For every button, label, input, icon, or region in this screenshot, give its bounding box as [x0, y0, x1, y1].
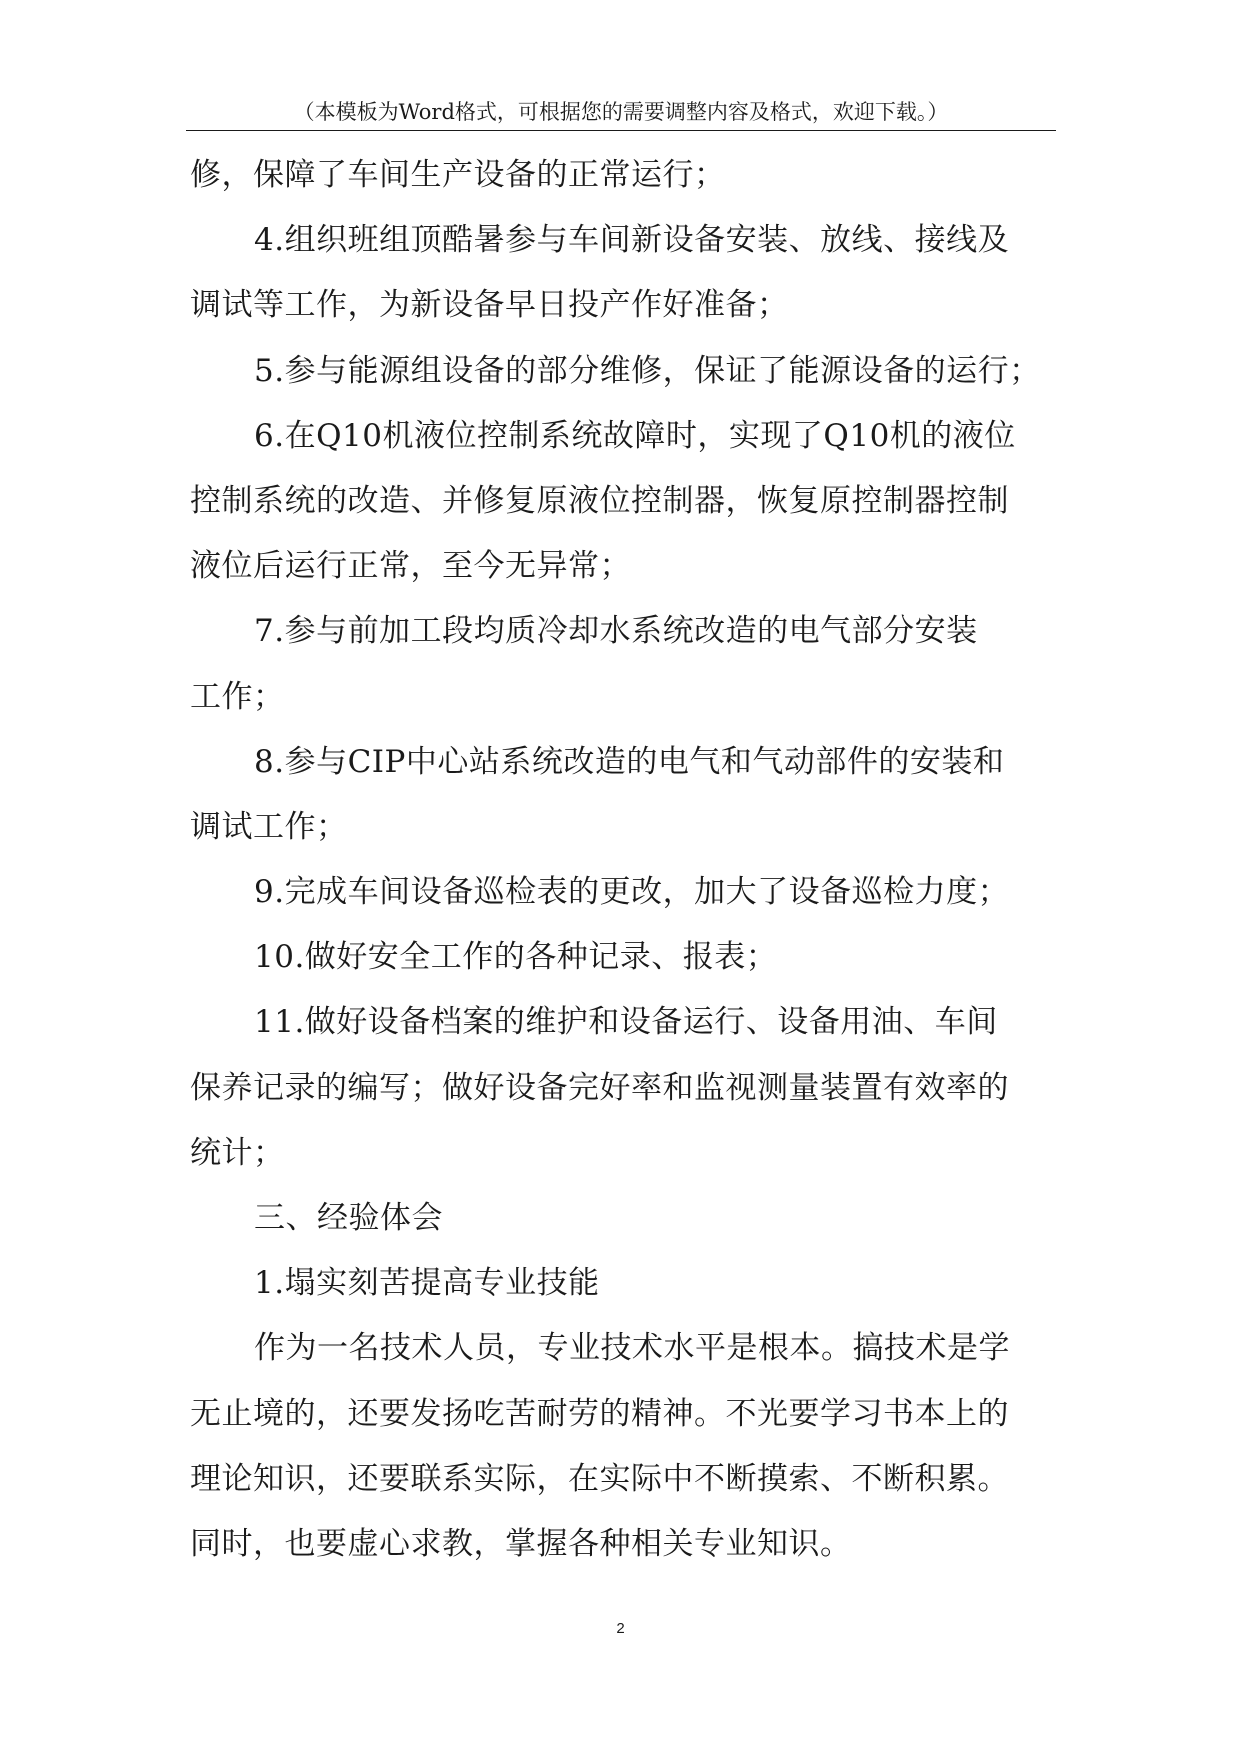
paragraph-start: 作为一名技术人员，专业技术水平是根本。搞技术是学: [254, 1330, 1010, 1367]
list-item-5: 5.参与能源组设备的部分维修，保证了能源设备的运行；: [254, 352, 1041, 389]
text-line: 理论知识，还要联系实际，在实际中不断摸索、不断积累。: [190, 1460, 1009, 1497]
list-item-6: 6.在Q10机液位控制系统故障时，实现了Q10机的液位: [254, 417, 1016, 454]
text-line: 同时，也要虚心求教，掌握各种相关专业知识。: [190, 1525, 852, 1562]
page-number: 2: [616, 1620, 625, 1637]
text-line: 调试工作；: [190, 808, 348, 845]
template-note: （本模板为Word格式，可根据您的需要调整内容及格式，欢迎下载。）: [293, 100, 949, 124]
section-heading: 三、经验体会: [254, 1200, 443, 1236]
list-item-7: 7.参与前加工段均质冷却水系统改造的电气部分安装: [254, 613, 978, 650]
list-item-10: 10.做好安全工作的各种记录、报表；: [254, 939, 778, 976]
text-line: 控制系统的改造、并修复原液位控制器，恢复原控制器控制: [190, 482, 1009, 519]
subsection-heading: 1.塌实刻苦提高专业技能: [254, 1265, 600, 1302]
text-line: 修，保障了车间生产设备的正常运行；: [190, 157, 726, 193]
list-item-9: 9.完成车间设备巡检表的更改，加大了设备巡检力度；: [254, 874, 1010, 911]
body-text: [190, 143, 1070, 1577]
text-line: 无止境的，还要发扬吃苦耐劳的精神。不光要学习书本上的: [190, 1395, 1009, 1432]
text-line: 统计；: [190, 1134, 285, 1171]
text-line: 调试等工作，为新设备早日投产作好准备；: [190, 287, 789, 324]
list-item-4: 4.组织班组顶酷暑参与车间新设备安装、放线、接线及: [254, 222, 1010, 259]
text-line: 液位后运行正常，至今无异常；: [190, 548, 631, 585]
header-divider: [186, 130, 1056, 131]
list-item-11: 11.做好设备档案的维护和设备运行、设备用油、车间: [254, 1004, 998, 1041]
text-line: 工作；: [190, 678, 285, 715]
list-item-8: 8.参与CIP中心站系统改造的电气和气动部件的安装和: [254, 743, 1005, 780]
text-line: 保养记录的编写；做好设备完好率和监视测量装置有效率的: [190, 1069, 1009, 1106]
